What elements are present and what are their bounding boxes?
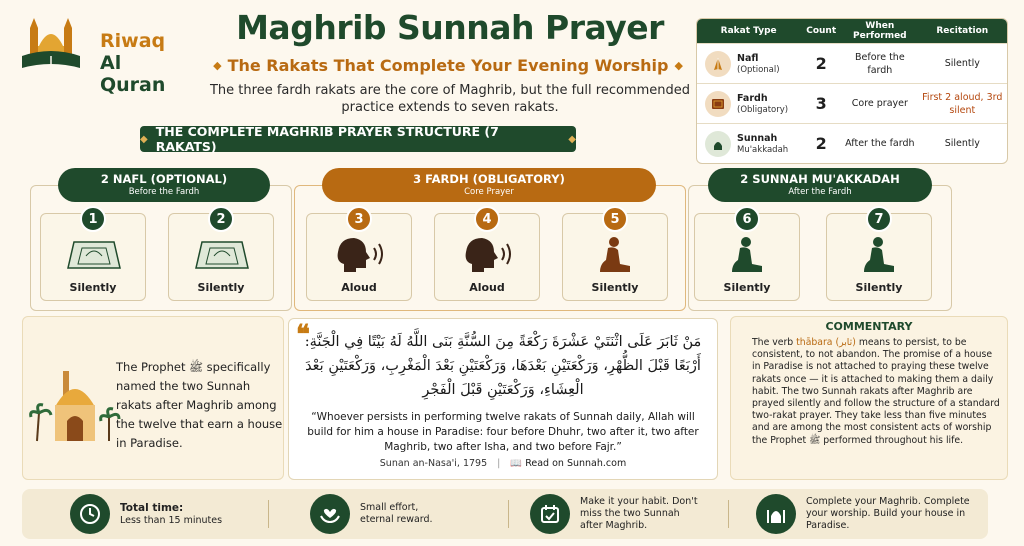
rakat-label: Aloud [341,281,377,294]
sitting-person-icon [718,234,778,274]
commentary-heading: COMMENTARY [825,320,913,333]
hadith-source-row: Sunan an-Nasa'i, 1795 | 📖 Read on Sunnah.com [379,458,627,469]
when-performed: Core prayer [851,98,908,109]
commentary-text [752,337,1000,447]
rakat-count: 2 [815,54,827,73]
table-row [697,43,1007,83]
column-header: Recitation [936,26,989,36]
subtitle-row [208,54,688,76]
table-header [697,19,1007,43]
divider [728,500,729,528]
diamond-icon: ◆ [568,133,576,145]
speaking-head-icon [458,234,518,274]
when-performed: Before the fardh [855,51,905,76]
table-row [697,83,1007,123]
rakat-summary-table [696,18,1008,164]
sunnah-link[interactable]: Read on Sunnah.com [525,458,627,469]
rakat-type-sub: (Obligatory) [737,104,789,115]
calendar-check-icon [530,494,570,534]
commentary-post: means to persist, to be consistent, to not abandon. The promise of a house in Paradise is not attached to praying these twelve rakats once — it is attached to making them a daily habit. The two Sunnah rakats after Maghrib are prayed silently and follow the structure of a standard two-rakat prayer. They take less than five minutes and are among the most consistent acts of worship the Prophet ﷺ performed throughout his life. [752,337,1000,446]
rakat-number: 5 [602,206,628,232]
page-title: Maghrib Sunnah Prayer [236,8,664,47]
rakat-type: Nafl [737,52,759,64]
column-header: Rakat Type [720,26,777,36]
recitation: First 2 aloud, 3rd silent [922,91,1003,116]
footer-text: Small effort, eternal reward. [360,502,433,525]
footer-item [756,493,982,535]
table-row [697,123,1007,163]
recitation: Silently [944,138,980,149]
quran-book-icon [705,91,731,117]
group-pill-nafl [58,168,270,202]
brand-line2: Al Quran [100,52,166,96]
rakat-type-sub: Mu'akkadah [737,144,789,155]
rakat-number: 7 [866,206,892,232]
prayer-mat-icon [64,234,124,274]
group-title: 2 SUNNAH MU'AKKADAH [740,172,900,186]
diamond-icon: ◆ [674,58,683,72]
column-header: Count [806,26,837,36]
group-pill-fardh [322,168,656,202]
brand-line1: Riwaq [100,30,166,52]
structure-banner-label: THE COMPLETE MAGHRIB PRAYER STRUCTURE (7 RAKATS) [155,124,499,154]
page-subtitle: The Rakats That Complete Your Evening Worship [227,55,669,75]
hadith-source: Sunan an-Nasa'i, 1795 [379,458,488,469]
rakat-label: Silently [855,281,903,294]
footer-item [70,493,222,535]
rakat-number: 2 [208,206,234,232]
diamond-icon: ◆ [140,133,148,145]
recitation: Silently [944,58,980,69]
rakat-label: Aloud [469,281,505,294]
commentary-pre: The verb [752,337,797,348]
when-performed: After the fardh [845,138,915,149]
rakat-number: 3 [346,206,372,232]
footer-text: Make it your habit. Don't miss the two Sunnah after Maghrib. [580,496,698,531]
mosque-icon [756,494,796,534]
book-icon: 📖 [510,458,523,469]
group-pill-sunnah [708,168,932,202]
footer-item [310,493,448,535]
footer-bold: Total time: [120,501,184,514]
hadith-arabic: مَنْ ثَابَرَ عَلَى اثْنَتَيْ عَشْرَةَ رَكْعَةً مِنَ السُّنَّةِ بَنَى اللَّهُ لَهُ بَيْتًا فِي الْجَنَّةِ: أَرْبَعًا قَبْلَ الظُّهْرِ، وَرَكْعَتَيْنِ بَعْدَهَا، وَرَكْعَتَيْنِ بَعْدَ الْمَغْرِبِ، وَرَكْعَتَيْنِ بَعْدَ الْعِشَاءِ، وَرَكْعَتَيْنِ قَبْلَ الْفَجْرِ [304,334,702,398]
rakat-type: Sunnah [737,132,778,144]
brand-logo [14,12,184,96]
footer-item [530,493,700,535]
footer-text: Complete your Maghrib. Complete your worship. Build your house in Paradise. [806,496,970,531]
rakat-label: Silently [723,281,771,294]
rakat-type: Fardh [737,92,768,104]
sitting-person-icon [586,234,646,274]
praying-hands-icon [705,51,731,77]
clock-icon [70,494,110,534]
rakat-number: 4 [474,206,500,232]
intro-text: The three fardh rakats are the core of Maghrib, but the full recommended practice extends to seven rakats. [209,83,690,115]
prayer-mat-icon [192,234,252,274]
rakat-label: Silently [197,281,245,294]
rakat-label: Silently [69,281,117,294]
rakat-count: 2 [815,134,827,153]
group-sub: Before the Fardh [128,187,200,197]
divider [508,500,509,528]
commentary-term: thābara (ثابر) [796,337,856,348]
divider [268,500,269,528]
heart-hands-icon [310,494,350,534]
prophet-text: The Prophet ﷺ specifically named the two Sunnah rakats after Maghrib among the twelve that earn a house in Paradise. [116,360,283,450]
hadith-translation: “Whoever persists in performing twelve rakats of Sunnah daily, Allah will build for him a house in Paradise: four before Dhuhr, two after it, two after Maghrib, two after Isha, and two before Fajr.” [307,411,699,453]
rakat-number: 6 [734,206,760,232]
footer-text: Less than 15 minutes [120,514,223,526]
mosque-icon [705,131,731,157]
rakat-number: 1 [80,206,106,232]
diamond-icon: ◆ [213,58,222,72]
group-sub: After the Fardh [788,187,852,197]
speaking-head-icon [330,234,390,274]
quote-icon: ❝ [296,320,310,350]
structure-banner [140,126,576,152]
mosque-book-logo-icon [16,12,86,78]
group-sub: Core Prayer [464,187,514,197]
rakat-type-sub: (Optional) [737,64,780,75]
group-title: 2 NAFL (OPTIONAL) [100,172,228,186]
column-header: When Performed [853,21,907,41]
sitting-person-icon [850,234,910,274]
mosque-palm-icon [29,351,121,447]
rakat-count: 3 [815,94,827,113]
group-title: 3 FARDH (OBLIGATORY) [413,172,565,186]
rakat-label: Silently [591,281,639,294]
